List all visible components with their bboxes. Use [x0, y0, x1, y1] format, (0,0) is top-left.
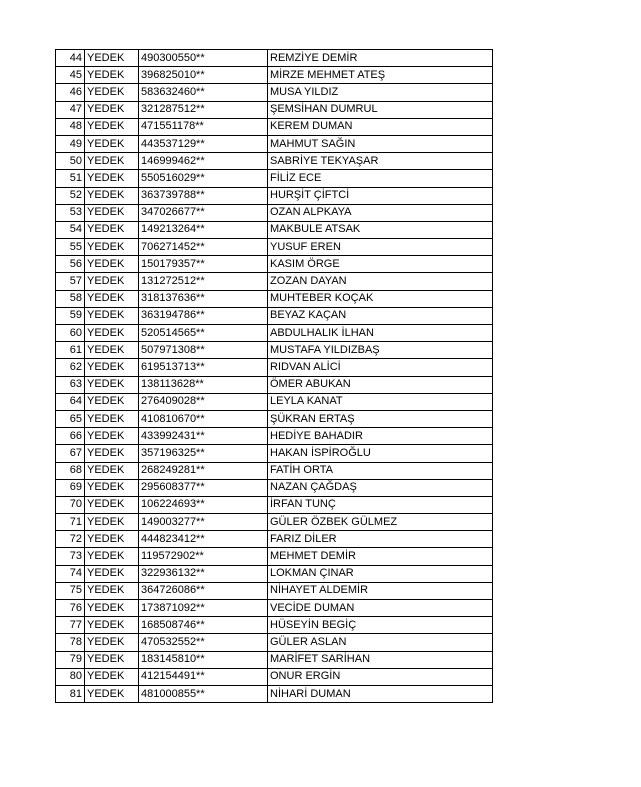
- row-id-number: 706271452**: [139, 239, 268, 256]
- row-full-name: GÜLER ASLAN: [268, 634, 493, 651]
- row-number: 54: [56, 221, 85, 238]
- row-number: 50: [56, 153, 85, 170]
- table-row: [56, 651, 493, 668]
- table-row: [56, 84, 493, 101]
- row-id-number: 396825010**: [139, 67, 268, 84]
- row-full-name: ABDULHALIK İLHAN: [268, 325, 493, 342]
- row-number: 55: [56, 239, 85, 256]
- table-row: [56, 187, 493, 204]
- row-id-number: 550516029**: [139, 170, 268, 187]
- row-status: YEDEK: [85, 376, 139, 393]
- row-status: YEDEK: [85, 221, 139, 238]
- row-id-number: 363194786**: [139, 307, 268, 324]
- row-number: 77: [56, 617, 85, 634]
- row-number: 73: [56, 548, 85, 565]
- row-status: YEDEK: [85, 582, 139, 599]
- table-row: [56, 634, 493, 651]
- table-row: [56, 445, 493, 462]
- row-number: 68: [56, 462, 85, 479]
- row-number: 75: [56, 582, 85, 599]
- row-full-name: BEYAZ KAÇAN: [268, 307, 493, 324]
- row-id-number: 149003277**: [139, 514, 268, 531]
- row-full-name: ŞEMSİHAN DUMRUL: [268, 101, 493, 118]
- table-row: [56, 135, 493, 152]
- row-status: YEDEK: [85, 651, 139, 668]
- row-full-name: SABRİYE TEKYAŞAR: [268, 153, 493, 170]
- row-number: 76: [56, 600, 85, 617]
- table-row: [56, 462, 493, 479]
- row-id-number: 295608377**: [139, 479, 268, 496]
- row-id-number: 150179357**: [139, 256, 268, 273]
- table-row: [56, 565, 493, 582]
- row-id-number: 168508746**: [139, 617, 268, 634]
- table-row: [56, 359, 493, 376]
- row-id-number: 412154491**: [139, 668, 268, 685]
- row-status: YEDEK: [85, 239, 139, 256]
- table-row: [56, 67, 493, 84]
- row-status: YEDEK: [85, 462, 139, 479]
- row-id-number: 146999462**: [139, 153, 268, 170]
- row-full-name: FATİH ORTA: [268, 462, 493, 479]
- row-full-name: NİHARİ DUMAN: [268, 685, 493, 702]
- row-status: YEDEK: [85, 428, 139, 445]
- row-status: YEDEK: [85, 153, 139, 170]
- row-status: YEDEK: [85, 531, 139, 548]
- row-id-number: 276409028**: [139, 393, 268, 410]
- row-number: 48: [56, 118, 85, 135]
- row-id-number: 490300550**: [139, 50, 268, 67]
- row-status: YEDEK: [85, 634, 139, 651]
- table-row: [56, 342, 493, 359]
- row-full-name: NAZAN ÇAĞDAŞ: [268, 479, 493, 496]
- table-row: [56, 307, 493, 324]
- row-id-number: 507971308**: [139, 342, 268, 359]
- row-number: 47: [56, 101, 85, 118]
- row-full-name: HEDİYE BAHADIR: [268, 428, 493, 445]
- table-row: [56, 548, 493, 565]
- row-full-name: ZOZAN DAYAN: [268, 273, 493, 290]
- table-row: [56, 290, 493, 307]
- table-row: [56, 410, 493, 427]
- row-id-number: 318137636**: [139, 290, 268, 307]
- row-number: 61: [56, 342, 85, 359]
- row-id-number: 347026677**: [139, 204, 268, 221]
- row-status: YEDEK: [85, 600, 139, 617]
- table-row: [56, 204, 493, 221]
- row-id-number: 443537129**: [139, 135, 268, 152]
- row-id-number: 138113628**: [139, 376, 268, 393]
- row-full-name: LEYLA KANAT: [268, 393, 493, 410]
- row-id-number: 444823412**: [139, 531, 268, 548]
- row-status: YEDEK: [85, 393, 139, 410]
- row-full-name: MUSA YILDIZ: [268, 84, 493, 101]
- row-id-number: 481000855**: [139, 685, 268, 702]
- table-row: [56, 118, 493, 135]
- table-row: [56, 496, 493, 513]
- row-full-name: MAHMUT SAĞIN: [268, 135, 493, 152]
- row-status: YEDEK: [85, 685, 139, 702]
- row-full-name: OZAN ALPKAYA: [268, 204, 493, 221]
- row-status: YEDEK: [85, 307, 139, 324]
- table-row: [56, 239, 493, 256]
- table-row: [56, 325, 493, 342]
- row-id-number: 357196325**: [139, 445, 268, 462]
- row-status: YEDEK: [85, 479, 139, 496]
- row-number: 64: [56, 393, 85, 410]
- row-number: 66: [56, 428, 85, 445]
- row-full-name: FİLİZ ECE: [268, 170, 493, 187]
- table-row: [56, 101, 493, 118]
- row-id-number: 619513713**: [139, 359, 268, 376]
- row-full-name: MEHMET DEMİR: [268, 548, 493, 565]
- table-row: [56, 221, 493, 238]
- table-row: [56, 514, 493, 531]
- row-number: 46: [56, 84, 85, 101]
- row-id-number: 268249281**: [139, 462, 268, 479]
- row-number: 80: [56, 668, 85, 685]
- row-full-name: İRFAN TUNÇ: [268, 496, 493, 513]
- row-status: YEDEK: [85, 342, 139, 359]
- row-full-name: FARIZ DİLER: [268, 531, 493, 548]
- table-row: [56, 393, 493, 410]
- row-status: YEDEK: [85, 50, 139, 67]
- table-row: [56, 600, 493, 617]
- row-number: 44: [56, 50, 85, 67]
- row-number: 71: [56, 514, 85, 531]
- row-number: 49: [56, 135, 85, 152]
- table-row: [56, 531, 493, 548]
- row-id-number: 321287512**: [139, 101, 268, 118]
- row-full-name: HURŞİT ÇİFTCİ: [268, 187, 493, 204]
- row-id-number: 322936132**: [139, 565, 268, 582]
- row-status: YEDEK: [85, 548, 139, 565]
- row-id-number: 106224693**: [139, 496, 268, 513]
- row-status: YEDEK: [85, 118, 139, 135]
- table-row: [56, 685, 493, 702]
- row-id-number: 131272512**: [139, 273, 268, 290]
- row-number: 56: [56, 256, 85, 273]
- row-id-number: 149213264**: [139, 221, 268, 238]
- row-number: 74: [56, 565, 85, 582]
- table-row: [56, 617, 493, 634]
- row-id-number: 183145810**: [139, 651, 268, 668]
- row-full-name: REMZİYE DEMİR: [268, 50, 493, 67]
- row-id-number: 173871092**: [139, 600, 268, 617]
- row-number: 60: [56, 325, 85, 342]
- row-full-name: HÜSEYİN BEGİÇ: [268, 617, 493, 634]
- table-row: [56, 256, 493, 273]
- row-status: YEDEK: [85, 170, 139, 187]
- table-row: [56, 668, 493, 685]
- row-full-name: LOKMAN ÇINAR: [268, 565, 493, 582]
- row-full-name: VECİDE DUMAN: [268, 600, 493, 617]
- row-status: YEDEK: [85, 67, 139, 84]
- row-number: 53: [56, 204, 85, 221]
- row-full-name: RIDVAN ALİCİ: [268, 359, 493, 376]
- row-full-name: MUSTAFA YILDIZBAŞ: [268, 342, 493, 359]
- row-status: YEDEK: [85, 101, 139, 118]
- table-row: [56, 170, 493, 187]
- table-row: [56, 428, 493, 445]
- table-row: [56, 50, 493, 67]
- row-id-number: 364726086**: [139, 582, 268, 599]
- row-number: 81: [56, 685, 85, 702]
- row-id-number: 583632460**: [139, 84, 268, 101]
- row-full-name: MUHTEBER KOÇAK: [268, 290, 493, 307]
- row-number: 63: [56, 376, 85, 393]
- row-status: YEDEK: [85, 668, 139, 685]
- row-number: 70: [56, 496, 85, 513]
- row-status: YEDEK: [85, 496, 139, 513]
- reserve-list-table: [55, 49, 493, 703]
- table-row: [56, 582, 493, 599]
- row-full-name: ŞÜKRAN ERTAŞ: [268, 410, 493, 427]
- row-full-name: ONUR ERGİN: [268, 668, 493, 685]
- row-status: YEDEK: [85, 410, 139, 427]
- table-row: [56, 376, 493, 393]
- row-number: 62: [56, 359, 85, 376]
- row-full-name: MİRZE MEHMET ATEŞ: [268, 67, 493, 84]
- row-full-name: MARİFET SARİHAN: [268, 651, 493, 668]
- row-id-number: 119572902**: [139, 548, 268, 565]
- table-row: [56, 153, 493, 170]
- row-full-name: KASIM ÖRGE: [268, 256, 493, 273]
- table-row: [56, 273, 493, 290]
- row-number: 51: [56, 170, 85, 187]
- row-number: 78: [56, 634, 85, 651]
- row-status: YEDEK: [85, 290, 139, 307]
- row-status: YEDEK: [85, 187, 139, 204]
- row-full-name: HAKAN İSPİROĞLU: [268, 445, 493, 462]
- row-number: 57: [56, 273, 85, 290]
- row-status: YEDEK: [85, 84, 139, 101]
- row-status: YEDEK: [85, 617, 139, 634]
- row-full-name: ÖMER ABUKAN: [268, 376, 493, 393]
- row-full-name: GÜLER ÖZBEK GÜLMEZ: [268, 514, 493, 531]
- row-full-name: YUSUF EREN: [268, 239, 493, 256]
- row-number: 52: [56, 187, 85, 204]
- row-full-name: NİHAYET ALDEMİR: [268, 582, 493, 599]
- row-number: 45: [56, 67, 85, 84]
- row-id-number: 520514565**: [139, 325, 268, 342]
- row-status: YEDEK: [85, 273, 139, 290]
- row-number: 72: [56, 531, 85, 548]
- row-status: YEDEK: [85, 514, 139, 531]
- row-number: 79: [56, 651, 85, 668]
- row-id-number: 470532552**: [139, 634, 268, 651]
- row-full-name: KEREM DUMAN: [268, 118, 493, 135]
- row-id-number: 433992431**: [139, 428, 268, 445]
- row-id-number: 471551178**: [139, 118, 268, 135]
- row-id-number: 363739788**: [139, 187, 268, 204]
- row-status: YEDEK: [85, 359, 139, 376]
- row-status: YEDEK: [85, 325, 139, 342]
- table-body: [56, 50, 493, 703]
- row-status: YEDEK: [85, 204, 139, 221]
- row-status: YEDEK: [85, 565, 139, 582]
- row-number: 59: [56, 307, 85, 324]
- row-id-number: 410810670**: [139, 410, 268, 427]
- row-status: YEDEK: [85, 135, 139, 152]
- row-status: YEDEK: [85, 256, 139, 273]
- row-number: 69: [56, 479, 85, 496]
- row-number: 65: [56, 410, 85, 427]
- row-number: 58: [56, 290, 85, 307]
- row-status: YEDEK: [85, 445, 139, 462]
- table-row: [56, 479, 493, 496]
- row-full-name: MAKBULE ATSAK: [268, 221, 493, 238]
- row-number: 67: [56, 445, 85, 462]
